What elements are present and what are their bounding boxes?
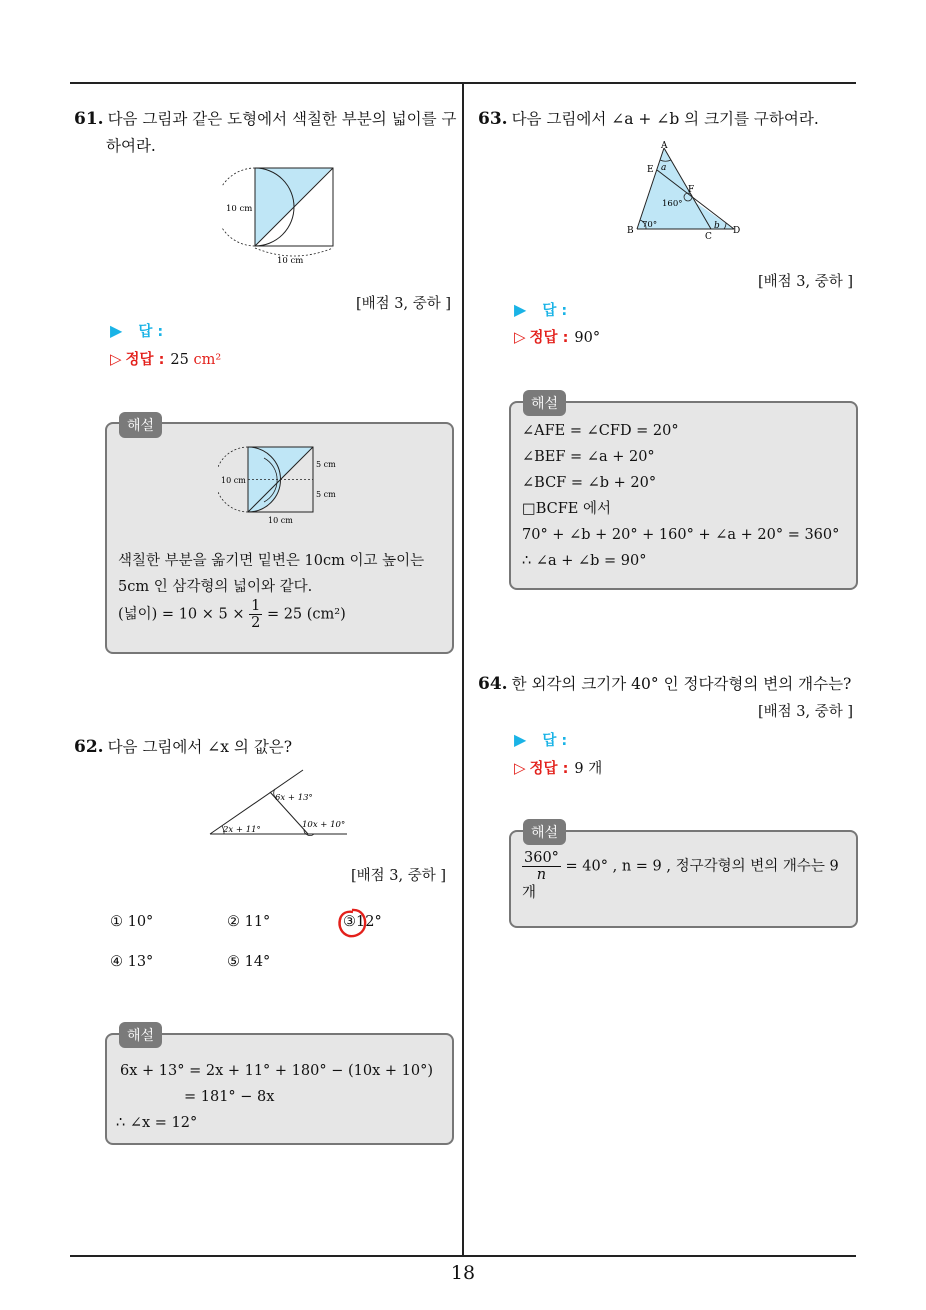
explanation-text-64 xyxy=(522,850,839,903)
answer-label: 답 : xyxy=(542,733,568,749)
label-b: b xyxy=(714,221,720,231)
question-text-cont: 하여라. xyxy=(106,137,156,155)
answer-triangle-icon: ▶ xyxy=(514,300,527,319)
bottom-right-label: 5 cm xyxy=(316,490,336,499)
explanation-tag-62: 해설 xyxy=(119,1022,162,1048)
explanation-text-63 xyxy=(522,418,839,574)
correct-value: 25 xyxy=(170,352,189,368)
question-text: 한 외각의 크기가 40° 인 정다각형의 변의 개수는? xyxy=(511,675,852,693)
correct-line-63 xyxy=(514,326,600,347)
correct-unit: cm² xyxy=(193,352,222,368)
label-right: 10x + 10° xyxy=(302,820,346,830)
fraction-denominator: n xyxy=(536,867,547,883)
correct-line-61 xyxy=(110,348,221,369)
explanation-figure-61 xyxy=(218,442,348,528)
fraction-numerator: 360° xyxy=(524,850,559,866)
expl-formula-post: = 40° , n = 9 , 정구각형의 변의 개수는 9 xyxy=(565,858,839,875)
label-B: B xyxy=(627,226,634,236)
correct-label: 정답 : xyxy=(529,330,569,346)
bottom-brace xyxy=(255,248,333,256)
score-64: [배점 3, 중하 ] xyxy=(758,704,854,720)
correct-triangle-icon: ▷ xyxy=(514,759,526,777)
bottom-label: 10 cm xyxy=(268,516,293,525)
label-a: a xyxy=(661,163,667,173)
expl-formula-post: = 25 (cm²) xyxy=(266,606,346,623)
choice-3-marker: ③ xyxy=(343,914,356,930)
answer-triangle-icon: ▶ xyxy=(514,730,527,749)
expl-line-2: 개 xyxy=(522,885,537,901)
correct-triangle-icon: ▷ xyxy=(514,328,526,346)
label-C: C xyxy=(705,232,712,240)
score-62: [배점 3, 중하 ] xyxy=(351,868,447,884)
correct-label: 정답 : xyxy=(529,761,569,777)
label-F: F xyxy=(688,185,695,195)
red-circle-mark-icon xyxy=(335,906,369,940)
correct-label: 정답 : xyxy=(125,352,165,368)
question-number: 62. xyxy=(74,737,104,757)
expl-line-2: 5cm 인 삼각형의 넓이와 같다. xyxy=(118,579,313,595)
answer-label: 답 : xyxy=(542,303,568,319)
expl-line-3: ∴ ∠x = 12° xyxy=(116,1115,198,1131)
expl-line-5: 70° + ∠b + 20° + 160° + ∠a + 20° = 360° xyxy=(522,527,840,543)
question-62 xyxy=(74,734,459,761)
label-160: 160° xyxy=(662,199,683,209)
answer-triangle-icon: ▶ xyxy=(110,321,123,340)
question-64 xyxy=(478,671,858,698)
bottom-label: 10 cm xyxy=(277,256,304,266)
explanation-text-61 xyxy=(118,548,424,631)
explanation-tag-61: 해설 xyxy=(119,412,162,438)
question-text: 다음 그림에서 ∠x 의 값은? xyxy=(107,738,293,756)
top-right-label: 5 cm xyxy=(316,460,336,469)
choice-2[interactable]: ② 11° xyxy=(227,914,271,930)
label-A: A xyxy=(661,141,668,151)
correct-value: 90° xyxy=(574,330,601,346)
left-label: 10 cm xyxy=(221,476,246,485)
question-text: 다음 그림과 같은 도형에서 색칠한 부분의 넓이를 구 xyxy=(107,110,457,128)
answer-line-64 xyxy=(514,729,567,750)
bottom-rule xyxy=(70,1255,856,1257)
explanation-tag-63: 해설 xyxy=(523,390,566,416)
question-text: 다음 그림에서 ∠a + ∠b 의 크기를 구하여라. xyxy=(511,110,819,128)
figure-61 xyxy=(222,160,342,270)
expl-line-6: ∴ ∠a + ∠b = 90° xyxy=(522,553,647,569)
correct-triangle-icon: ▷ xyxy=(110,350,122,368)
explanation-text-62 xyxy=(116,1058,433,1136)
question-number: 64. xyxy=(478,674,508,694)
correct-line-64 xyxy=(514,757,602,778)
triangle-abc-fill xyxy=(637,148,711,229)
label-top: 6x + 13° xyxy=(275,793,313,803)
expl-fraction xyxy=(249,598,262,631)
expl-line-2: ∠BEF = ∠a + 20° xyxy=(522,449,655,465)
score-63: [배점 3, 중하 ] xyxy=(758,274,854,290)
expl-line-4: □BCFE 에서 xyxy=(522,501,611,517)
expl-line-3 xyxy=(118,598,424,631)
expl-fraction xyxy=(522,850,561,883)
fraction-denominator: 2 xyxy=(251,615,261,631)
choice-1[interactable]: ① 10° xyxy=(110,914,154,930)
figure-63 xyxy=(624,140,744,240)
answer-line-63 xyxy=(514,299,567,320)
score-61: [배점 3, 중하 ] xyxy=(356,296,452,312)
side-label: 10 cm xyxy=(226,204,253,214)
label-70: 70° xyxy=(642,220,658,230)
expl-line-3: ∠BCF = ∠b + 20° xyxy=(522,475,657,491)
correct-value: 9 개 xyxy=(574,761,603,777)
figure-62 xyxy=(205,764,355,840)
explanation-tag-64: 해설 xyxy=(523,819,566,845)
question-number: 61. xyxy=(74,109,104,129)
expl-line-1: 6x + 13° = 2x + 11° + 180° − (10x + 10°) xyxy=(120,1063,433,1079)
answer-line-61 xyxy=(110,320,163,341)
expl-line-1: ∠AFE = ∠CFD = 20° xyxy=(522,423,679,439)
answer-label: 답 : xyxy=(138,324,164,340)
question-number: 63. xyxy=(478,109,508,129)
expl-line-1 xyxy=(522,850,839,883)
label-left: 2x + 11° xyxy=(223,825,261,835)
question-63 xyxy=(478,106,858,133)
expl-formula-pre: (넓이) = 10 × 5 × xyxy=(118,606,245,623)
expl-line-2: = 181° − 8x xyxy=(184,1089,275,1105)
expl-line-1: 색칠한 부분을 옮기면 밑변은 10cm 이고 높이는 xyxy=(118,553,425,569)
choice-4[interactable]: ④ 13° xyxy=(110,954,154,970)
fraction-numerator: 1 xyxy=(251,598,261,614)
label-D: D xyxy=(733,226,741,236)
question-61 xyxy=(74,106,459,160)
label-E: E xyxy=(647,165,654,175)
choice-3-value: 12° xyxy=(356,914,382,930)
page-number: 18 xyxy=(450,1262,476,1284)
choice-5[interactable]: ⑤ 14° xyxy=(227,954,271,970)
column-divider xyxy=(462,84,464,1256)
